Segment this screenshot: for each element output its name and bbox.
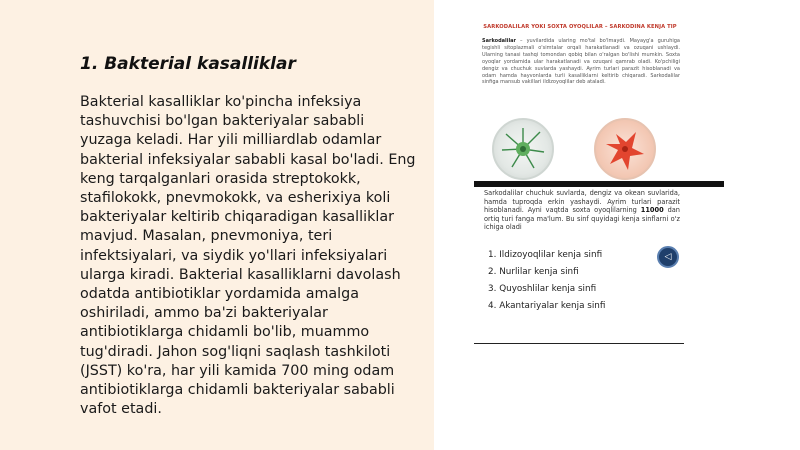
document-image-panel [434, 0, 800, 450]
back-arrow-icon: ◁ [664, 252, 672, 262]
amoeba-icon [596, 120, 654, 178]
list-item: 4. Akantariyalar kenja sinfi [488, 301, 606, 311]
document-divider-bar [474, 181, 724, 187]
back-button[interactable] [657, 246, 679, 268]
slide-body-text: Bakterial kasalliklar ko'pincha infeksiya tashuvchisi bo'lgan bakteriyalar sababli yuzaga keladi. Har yili milliardlab odamlar bakterial infeksiyalar sababli kasal bo'ladi. Eng keng tarqalganlari orasida streptokokk, stafilokokk, pnevmokokk, va esherixiya koli bakteriyalar keltirib chiqaradigan kasalliklar mavjud. Masalan, pnevmoniya, teri infektsiyalari, va siydik yo'llari infeksiyalari ularga kiradi. Bakterial kasalliklarni davolash odatda antibiotiklar yordamida amalga oshiriladi, ammo ba'zi bakteriyalar antibiotiklarga chidamli bo'lib, muammo tug'diradi. Jahon sog'liqni saqlash tashkiloti (JSST) ko'ra, har yili kamida 700 ming odam antibiotiklarga chidamli bakteriyalar sababli vafot etadi. [80, 94, 416, 418]
document-paragraph-1 [482, 38, 680, 118]
radiolarian-icon [494, 120, 552, 178]
document-bottom-line [474, 343, 684, 344]
document-paragraph-2-tail: dan ortiq turi fanga ma'lum. Bu sinf quyidagi kenja sinflarni o'z ichiga oladi [484, 206, 680, 232]
document-species-count: 11000 [640, 206, 664, 215]
document-paragraph-2-text: Sarkodalilar chuchuk suvlarda, dengiz va okean suvlarida, hamda tuproqda erkin yashaydi. Ayrim turlari parazit hisoblanadi. Ayni vaqtda soxta oyoqlilarning [484, 189, 680, 215]
list-item: 3. Quyoshlilar kenja sinfi [488, 284, 597, 294]
amoeba-illustration [594, 118, 656, 180]
slide-heading: 1. Bakterial kasalliklar [80, 54, 296, 74]
list-item: 1. Ildizoyoqlilar kenja sinfi [488, 250, 603, 260]
subclass-list [488, 247, 605, 315]
radiolarian-illustration [492, 118, 554, 180]
document-paragraph-1-bold: Sarkodalilar [482, 38, 517, 44]
list-item: 2. Nurlilar kenja sinfi [488, 267, 579, 277]
document-header: SARKODALILAR YOKI SOXTA OYOQLILAR – SARKODINA KENJA TIP [483, 24, 677, 30]
document-paragraph-1-text: – yuvilardida ularing mo'tal bo'lmaydi. Mayayg'a guruhiga tegishli sitoplazmali o'simtalar orqali harakatlanadi va ozuqani ushlaydi. Ularning tanasi tashqi tomondan qobiq bilan o'ralgan bo'lishi mumkin. Soxta oyoqlar yordamida ular harakatlanadi va ozuqani qamrab oladi. Ko'pchiligi dengiz va chuchuk suvlarda yashaydi. Ayrim turlari parazit hisoblanadi va odam hamda hayvonlarda turli kasalliklarni keltirib chiqaradi. Sarkodalilar sinfiga mansub vakillari ildizoyoqlilar deb ataladi. [482, 38, 680, 86]
document-paragraph-2 [484, 189, 680, 232]
